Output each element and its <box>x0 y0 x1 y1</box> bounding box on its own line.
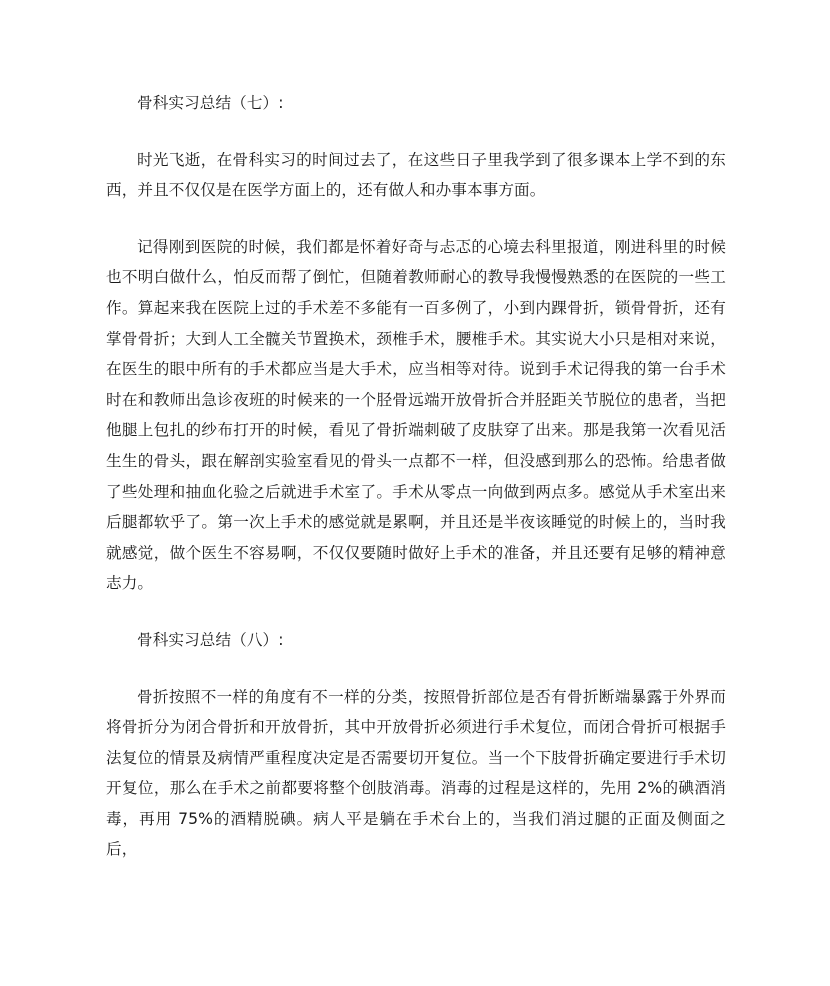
paragraph: 骨折按照不一样的角度有不一样的分类，按照骨折部位是否有骨折断端暴露于外界而将骨折分为闭合骨折和开放骨折，其中开放骨折必须进行手术复位，而闭合骨折可根据手法复位的情景及病情严重程度决定是否需要切开复位。当一个下肢骨折确定要进行手术切开复位，那么在手术之前都要将整个创肢消毒。消毒的过程是这样的，先用 2%的碘酒消毒，再用 75%的酒精脱碘。病人平是躺在手术台上的，当我们消过腿的正面及侧面之后， <box>106 687 726 859</box>
document-body <box>106 88 726 865</box>
paragraph: 时光飞逝，在骨科实习的时间过去了，在这些日子里我学到了很多课本上学不到的东西，并且不仅仅是在医学方面上的，还有做人和办事本事方面。 <box>106 150 726 200</box>
section-heading: 骨科实习总结（七）: <box>137 94 284 112</box>
section-heading: 骨科实习总结（八）: <box>137 630 284 649</box>
paragraph: 记得刚到医院的时候，我们都是怀着好奇与忐忑的心境去科里报道，刚进科里的时候也不明白做什么，怕反而帮了倒忙，但随着教师耐心的教导我慢慢熟悉的在医院的一些工作。算起来我在医院上过的手术差不多能有一百多例了，小到内踝骨折，锁骨骨折，还有掌骨骨折；大到人工全髋关节置换术，颈椎手术，腰椎手术。其实说大小只是相对来说，在医生的眼中所有的手术都应当是大手术，应当相等对待。说到手术记得我的第一台手术时在和教师出急诊夜班的时候来的一个胫骨远端开放骨折合并胫距关节脱位的患者，当把他腿上包扎的纱布打开的时候，看见了骨折端刺破了皮肤穿了出来。那是我第一次看见活生生的骨头，跟在解剖实验室看见的骨头一点都不一样，但没感到那么的恐怖。给患者做了些处理和抽血化验之后就进手术室了。手术从零点一向做到两点多。感觉从手术室出来后腿都软乎了。第一次上手术的感觉就是累啊，并且还是半夜该睡觉的时候上的，当时我就感觉，做个医生不容易啊，不仅仅要随时做好上手术的准备，并且还要有足够的精神意志力。 <box>106 237 726 593</box>
